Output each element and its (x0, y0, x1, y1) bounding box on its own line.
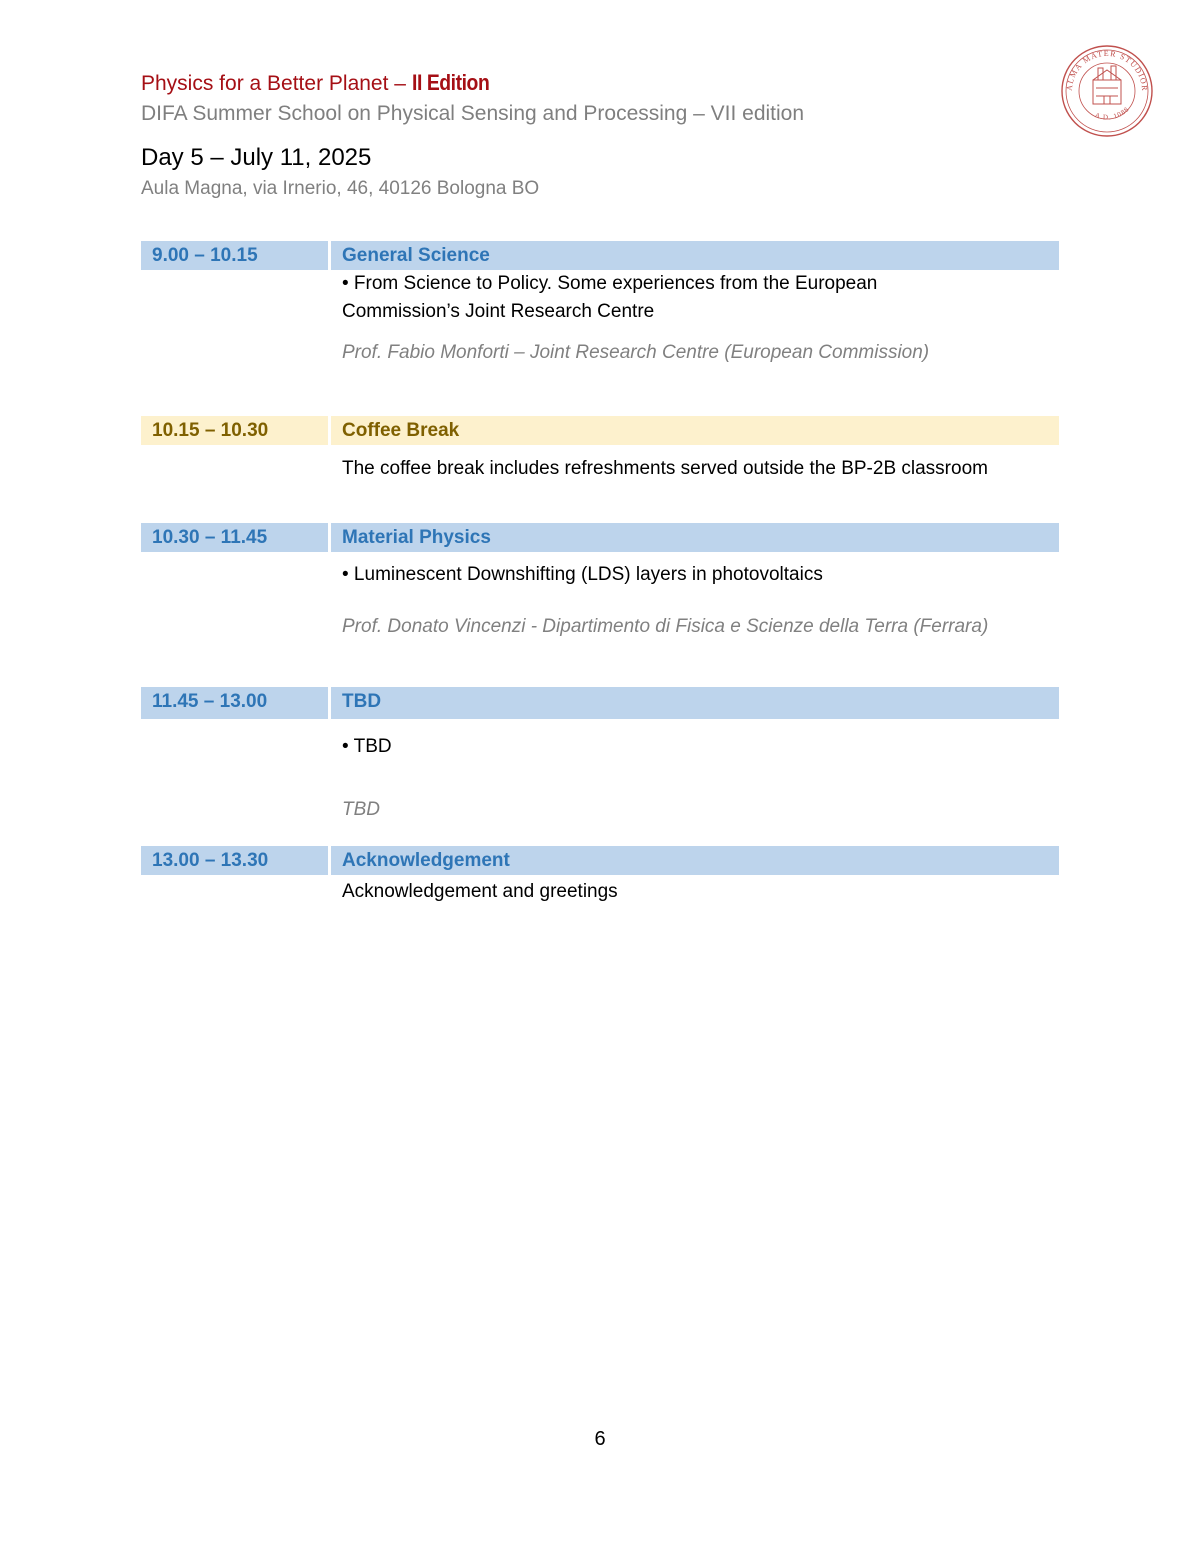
session-description: • Luminescent Downshifting (LDS) layers in photovoltaics (342, 564, 823, 585)
day-heading: Day 5 – July 11, 2025 (141, 144, 372, 171)
column-divider (328, 846, 331, 875)
coffee-break-header (141, 416, 1059, 445)
session-topic: General Science (342, 245, 490, 266)
program-title-text: Physics for a Better Planet – (141, 72, 412, 95)
session-time: 11.45 – 13.00 (152, 691, 268, 712)
column-divider (328, 416, 331, 445)
edition-label: II Edition (411, 70, 490, 95)
venue-address: Aula Magna, via Irnerio, 46, 40126 Bologna BO (141, 178, 540, 199)
session-time: 9.00 – 10.15 (152, 245, 258, 266)
session-time: 13.00 – 13.30 (152, 850, 269, 871)
svg-text:A.D. 1088: A.D. 1088 (1093, 105, 1131, 122)
session-topic: Material Physics (342, 527, 491, 548)
column-divider (328, 687, 331, 719)
session-topic: Coffee Break (342, 420, 460, 441)
session-speaker: TBD (342, 799, 380, 820)
session-speaker: Prof. Donato Vincenzi - Dipartimento di Fisica e Scienze della Terra (Ferrara) (342, 616, 989, 637)
school-subtitle: DIFA Summer School on Physical Sensing and Processing – VII edition (141, 102, 805, 125)
session-header (141, 687, 1059, 719)
session-time: 10.30 – 11.45 (152, 527, 268, 548)
page-number: 6 (594, 1428, 606, 1450)
session-speaker: Prof. Fabio Monforti – Joint Research Centre (European Commission) (342, 342, 930, 363)
session-header (141, 241, 1059, 270)
university-seal-icon (1060, 44, 1154, 138)
column-divider (328, 523, 331, 552)
program-title (141, 70, 500, 96)
session-header (141, 846, 1059, 875)
session-description: • TBD (342, 736, 392, 757)
session-description: The coffee break includes refreshments served outside the BP-2B classroom (342, 458, 988, 479)
svg-text:ALMA MATER STUDIORUM: ALMA MATER STUDIOR (1064, 48, 1150, 93)
session-header (141, 523, 1059, 552)
session-description: Acknowledgement and greetings (342, 881, 618, 902)
session-time: 10.15 – 10.30 (152, 420, 269, 441)
session-topic: TBD (342, 691, 382, 712)
university-seal (1060, 44, 1154, 138)
column-divider (328, 241, 331, 270)
session-description: • From Science to Policy. Some experiences from the European Commission’s Joint Research Centre (342, 273, 878, 322)
session-topic: Acknowledgement (342, 850, 510, 871)
